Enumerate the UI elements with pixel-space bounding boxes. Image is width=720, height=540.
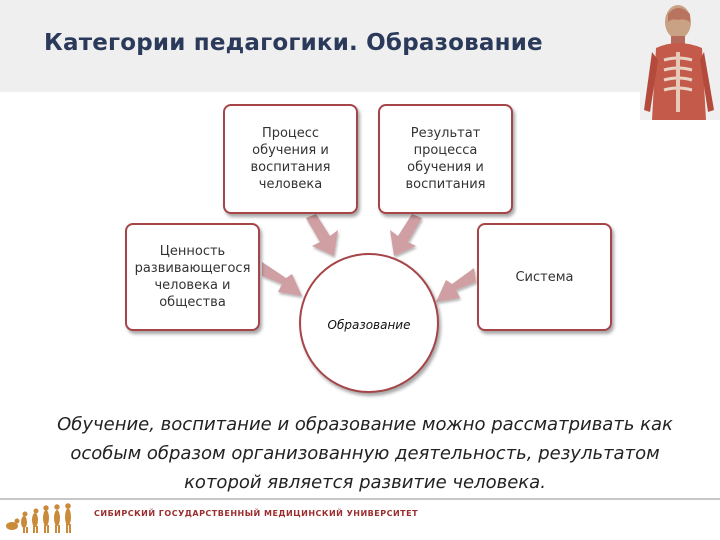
- process-box: [223, 104, 358, 214]
- page-title: Категории педагогики. Образование: [44, 30, 543, 56]
- result-box: [378, 104, 513, 214]
- arrow-value-to-center: [262, 262, 302, 296]
- center-circle-label: Образование: [327, 318, 411, 332]
- system-box: [477, 223, 612, 331]
- value-box: [125, 223, 260, 331]
- footer: [0, 498, 720, 540]
- body-text: Обучение, воспитание и образование можно рассматривать как особым образом организованную деятельность, результатом которой является развитие человека.: [57, 414, 673, 493]
- system-box-label: Система: [515, 269, 574, 285]
- arrow-result-to-center: [390, 214, 422, 256]
- result-box-label: Результат процесса обучения и воспитания: [405, 126, 486, 192]
- anatomy-figure-image: [640, 0, 720, 120]
- footer-divider: [0, 498, 720, 500]
- evolution-silhouettes-image: [4, 500, 82, 534]
- arrow-system-to-center: [436, 268, 476, 302]
- value-box-label: Ценность развивающегося человека и общества: [134, 244, 251, 310]
- process-box-label: Процесс обучения и воспитания человека: [250, 126, 331, 192]
- arrow-process-to-center: [306, 214, 338, 256]
- university-name: СИБИРСКИЙ ГОСУДАРСТВЕННЫЙ МЕДИЦИНСКИЙ УНИВЕРСИТЕТ: [94, 509, 419, 518]
